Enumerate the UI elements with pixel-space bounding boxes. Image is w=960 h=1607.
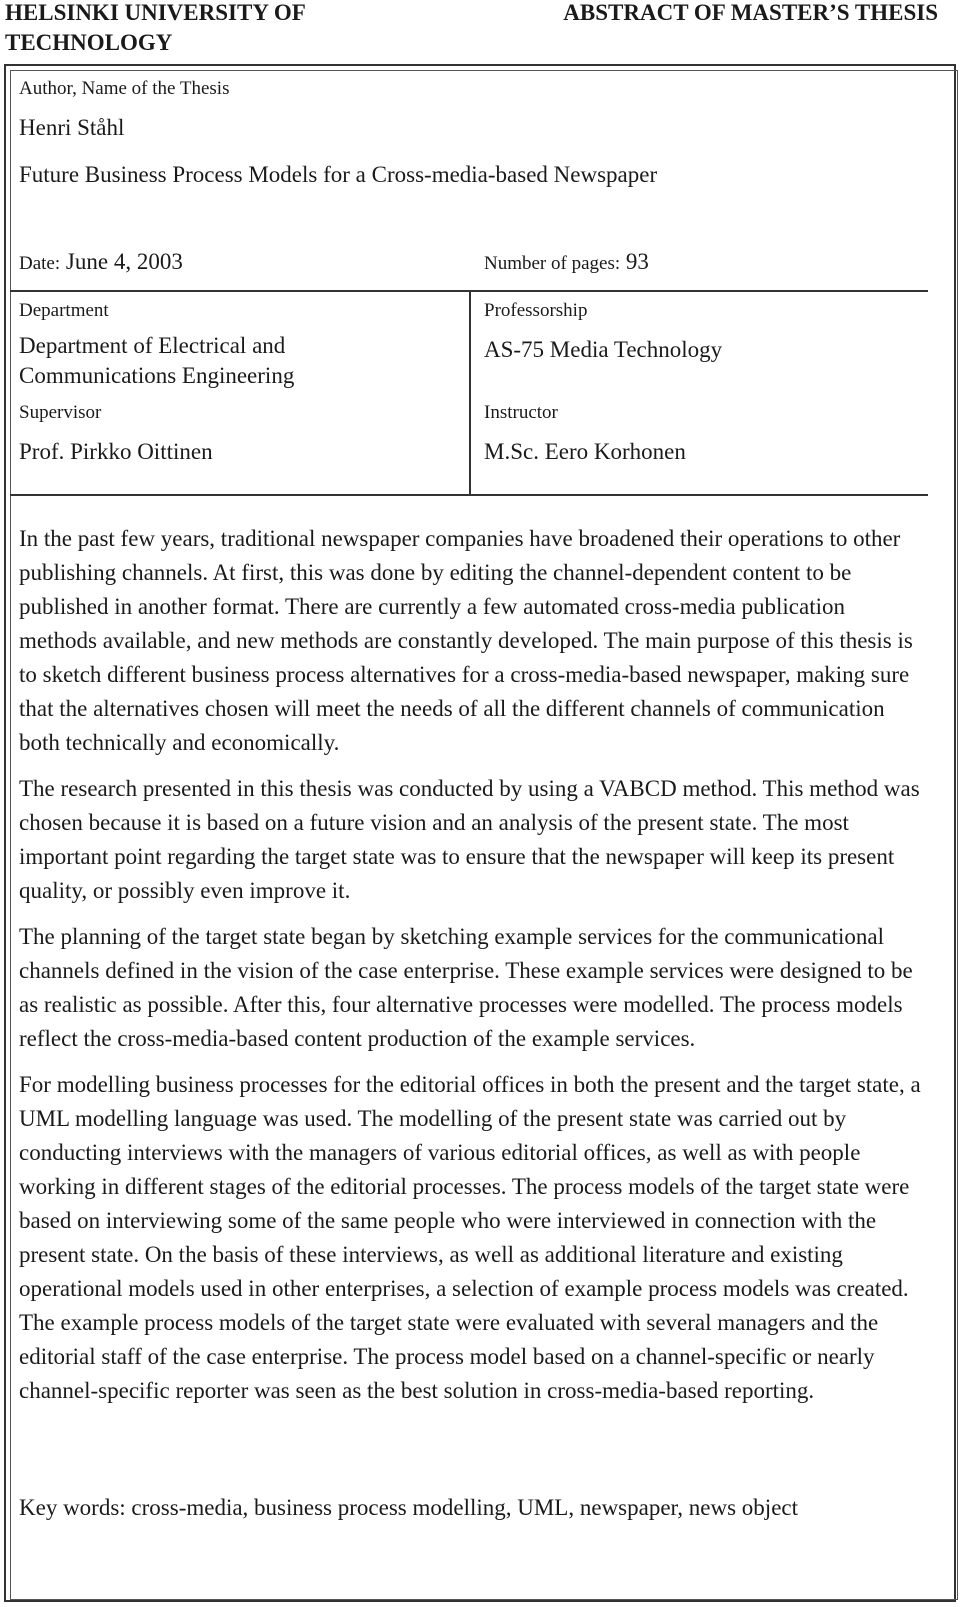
abstract-paragraph-2: The research presented in this thesis was conducted by using a VABCD method. This method was chosen because it is based on a future vision and an analysis of the present state. The most important point regarding the target state was to ensure that the newspaper will keep its present quality, or possibly even improve it. (19, 776, 920, 903)
date-value: June 4, 2003 (65, 249, 183, 274)
divider-vertical (469, 290, 471, 494)
supervisor-label: Supervisor (19, 402, 102, 423)
pages-value: 93 (625, 249, 649, 274)
professorship-value: AS-75 Media Technology (484, 337, 723, 362)
abstract-body (19, 522, 924, 1420)
date-field (19, 247, 183, 279)
pages-label: Number of pages: (484, 253, 621, 274)
abstract-paragraph-1: In the past few years, traditional newspaper companies have broadened their operations to other publishing channels. At first, this was done by editing the channel-dependent content to be published in another format. There are currently a few automated cross-media publication methods available, and new methods are constantly developed. The main purpose of this thesis is to sketch different business process alternatives for a cross-media-based newspaper, making sure that the alternatives chosen will meet the needs of all the different channels of communication both technically and economically. (19, 526, 913, 755)
department-value: Department of Electrical and Communications Engineering (19, 333, 295, 388)
supervisor-value: Prof. Pirkko Oittinen (19, 439, 213, 464)
author-label: Author, Name of the Thesis (19, 78, 230, 99)
department-label: Department (19, 300, 109, 321)
university-name: HELSINKI UNIVERSITY OF TECHNOLOGY (5, 0, 305, 55)
instructor-value: M.Sc. Eero Korhonen (484, 439, 686, 464)
author-name: Henri Ståhl (19, 115, 125, 140)
divider-bottom (10, 494, 928, 496)
abstract-paragraph-4: For modelling business processes for the editorial offices in both the present and the target state, a UML modelling language was used. The modelling of the present state was carried out by conducting interviews with the managers of various editorial offices, as well as with people working in different stages of the editorial processes. The process models of the target state were based on interviewing some of the same people who were interviewed in connection with the present state. On the basis of these interviews, as well as additional literature and existing operational models used in other enterprises, a selection of example process models was created. The example process models of the target state were evaluated with several managers and the editorial staff of the case enterprise. The process model based on a channel-specific or nearly channel-specific reporter was seen as the best solution in cross-media-based reporting. (19, 1072, 921, 1403)
instructor-label: Instructor (484, 402, 558, 423)
document-type: ABSTRACT OF MASTER’S THESIS (563, 0, 938, 25)
abstract-paragraph-3: The planning of the target state began by sketching example services for the communicational channels defined in the vision of the case enterprise. These example services were designed to be as realistic as possible. After this, four alternative processes were modelled. The process models reflect the cross-media-based content production of the example services. (19, 924, 913, 1051)
pages-field (484, 247, 649, 279)
professorship-label: Professorship (484, 300, 588, 321)
thesis-title: Future Business Process Models for a Cross-media-based Newspaper (19, 162, 658, 187)
date-label: Date: (19, 253, 61, 274)
keywords-line: Key words: cross-media, business process modelling, UML, newspaper, news object (19, 1495, 799, 1520)
